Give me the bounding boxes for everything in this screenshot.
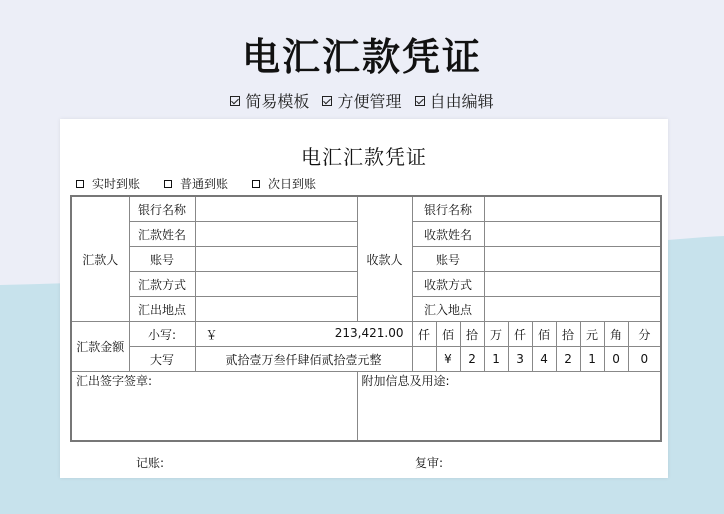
- remitter-field-label: 账号: [129, 247, 195, 272]
- amount-label: 汇款金额: [71, 322, 129, 372]
- digit-header: 元: [580, 322, 604, 347]
- digit-header: 拾: [556, 322, 580, 347]
- feature-item: 方便管理: [322, 89, 401, 112]
- digit-header: 佰: [436, 322, 460, 347]
- digit-header: 角: [604, 322, 628, 347]
- remitter-bank-input[interactable]: [195, 196, 357, 222]
- banner-title: 电汇汇款凭证: [241, 35, 482, 79]
- voucher-sheet: [60, 119, 668, 478]
- checkbox-checked-icon: [415, 96, 425, 106]
- digit-header: 拾: [460, 322, 484, 347]
- extra-info-label: 附加信息及用途:: [361, 374, 450, 388]
- payee-name-input[interactable]: [484, 222, 661, 247]
- feature-item: 简易模板: [230, 89, 309, 112]
- digit-cell[interactable]: 2: [460, 347, 484, 372]
- feature-item: 自由编辑: [415, 89, 494, 112]
- feature-list: [0, 89, 724, 112]
- remitter-account-input[interactable]: [195, 247, 357, 272]
- small-amount-input[interactable]: [195, 322, 412, 347]
- digit-cell[interactable]: 1: [484, 347, 508, 372]
- checkbox-checked-icon: [322, 96, 332, 106]
- digit-header: 万: [484, 322, 508, 347]
- voucher-table: [70, 195, 662, 442]
- reviewer-label: 复审:: [415, 456, 444, 470]
- digit-cell[interactable]: 3: [508, 347, 532, 372]
- remitter-method-input[interactable]: [195, 272, 357, 297]
- payee-field-label: 汇入地点: [412, 297, 484, 322]
- bookkeeper-label: 记账:: [136, 456, 165, 470]
- checkbox-icon[interactable]: [76, 180, 84, 188]
- small-amount-value: 213,421.00: [334, 325, 404, 340]
- remitter-label: 汇款人: [71, 196, 129, 322]
- digit-cell[interactable]: [412, 347, 436, 372]
- digit-cell[interactable]: 0: [628, 347, 661, 372]
- payee-label: 收款人: [357, 196, 412, 322]
- payee-field-label: 收款方式: [412, 272, 484, 297]
- big-amount-value[interactable]: 贰拾壹万叁仟肆佰贰拾壹元整: [195, 347, 412, 372]
- voucher-title: 电汇汇款凭证: [301, 145, 427, 169]
- remitter-field-label: 银行名称: [129, 196, 195, 222]
- digit-cell[interactable]: 4: [532, 347, 556, 372]
- extra-info-area[interactable]: [357, 372, 661, 442]
- signature-label: 汇出签字签章:: [76, 374, 153, 388]
- yen-icon: ￥: [205, 327, 218, 342]
- digit-header: 佰: [532, 322, 556, 347]
- small-amount-label: 小写:: [129, 322, 195, 347]
- payee-place-input[interactable]: [484, 297, 661, 322]
- digit-cell[interactable]: ¥: [436, 347, 460, 372]
- payee-method-input[interactable]: [484, 272, 661, 297]
- payee-field-label: 银行名称: [412, 196, 484, 222]
- signature-area[interactable]: [71, 372, 357, 442]
- option-nextday[interactable]: 次日到账: [252, 175, 316, 192]
- payee-account-input[interactable]: [484, 247, 661, 272]
- big-amount-label: 大写: [129, 347, 195, 372]
- digit-header: 仟: [412, 322, 436, 347]
- transfer-options: [76, 175, 340, 192]
- digit-cell[interactable]: 2: [556, 347, 580, 372]
- checkbox-icon[interactable]: [252, 180, 260, 188]
- option-normal[interactable]: 普通到账: [164, 175, 228, 192]
- payee-field-label: 收款姓名: [412, 222, 484, 247]
- remitter-name-input[interactable]: [195, 222, 357, 247]
- remitter-place-input[interactable]: [195, 297, 357, 322]
- remitter-field-label: 汇出地点: [129, 297, 195, 322]
- payee-bank-input[interactable]: [484, 196, 661, 222]
- remitter-field-label: 汇款方式: [129, 272, 195, 297]
- digit-cell[interactable]: 1: [580, 347, 604, 372]
- payee-field-label: 账号: [412, 247, 484, 272]
- digit-header: 仟: [508, 322, 532, 347]
- digit-header: 分: [628, 322, 661, 347]
- checkbox-icon[interactable]: [164, 180, 172, 188]
- checkbox-checked-icon: [230, 96, 240, 106]
- remitter-field-label: 汇款姓名: [129, 222, 195, 247]
- option-realtime[interactable]: 实时到账: [76, 175, 140, 192]
- digit-cell[interactable]: 0: [604, 347, 628, 372]
